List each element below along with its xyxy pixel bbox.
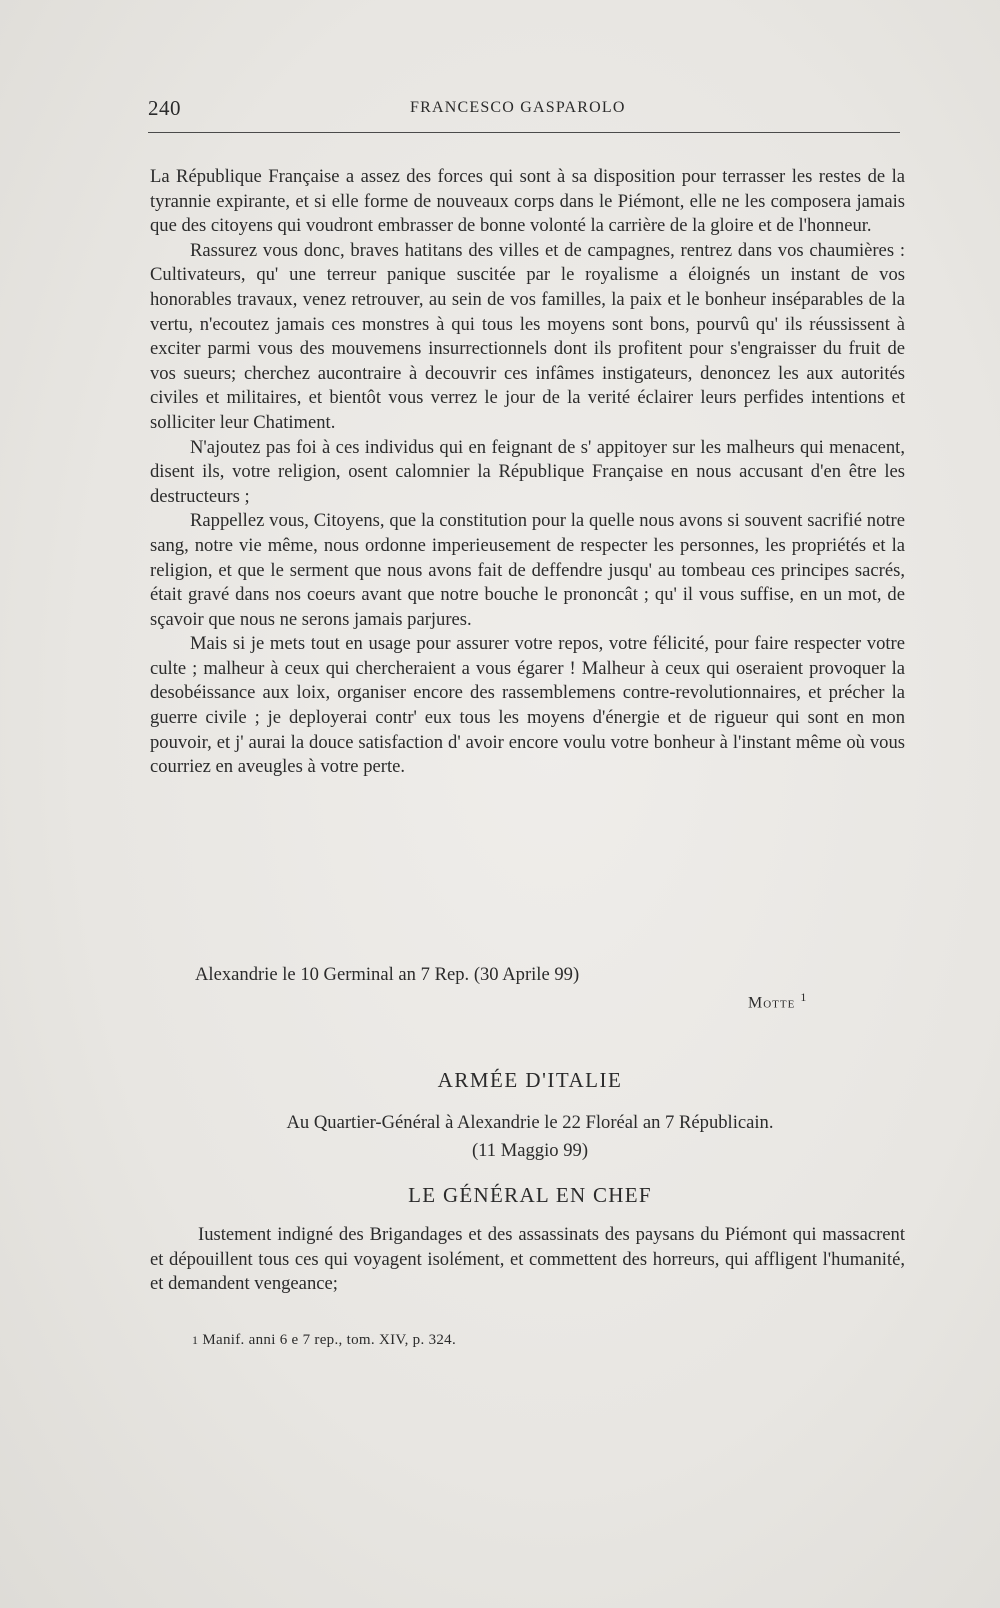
- footnote-mark: 1: [192, 1333, 199, 1347]
- signature: [748, 990, 807, 1012]
- paragraph-3: N'ajoutez pas foi à ces individus qui en feignant de s' appitoyer sur les malheurs qui menacent, disent ils, votre religion, osent calomnier la République Française en nous accusant d'en être les destructeurs ;: [150, 436, 905, 507]
- paragraph-5: Mais si je mets tout en usage pour assurer votre repos, votre félicité, pour faire respecter votre culte ; malheur à ceux qui chercheraient a vous égarer ! Malheur à ceux qui oseraient provoquer la desobéissance aux loix, organiser encore des rassemblemens contre-revolutionnaires, et précher la guerre civile ; je deployerai contr' eux tous les moyens d'énergie et de rigueur qui sont en mon pouvoir, et j' aurai la douce satisfaction d' avoir encore voulu votre bonheur à l'instant même où vous courriez en aveugles à votre perte.: [150, 633, 905, 778]
- section-paragraph: Iustement indigné des Brigandages et des assassinats des paysans du Piémont qui massacrent et dépouillent tous ces qui voyagent isolément, et commettent des horreurs, qui affligent l'humanité, et demandent vengeance;: [150, 1224, 905, 1295]
- page-number: 240: [148, 96, 181, 120]
- proclamation-date-line: Alexandrie le 10 Germinal an 7 Rep. (30 Aprile 99): [195, 964, 580, 985]
- section-date-line: (11 Maggio 99): [471, 1140, 589, 1161]
- footnote: [192, 1332, 456, 1349]
- paragraph-2: Rassurez vous donc, braves hatitans des villes et de campagnes, rentrez dans vos chaumières : Cultivateurs, qu' une terreur panique suscitée par le royalisme a éloignés un instant de vos honorables travaux, venez retrouver, au sein de vos familles, la paix et le bonheur inséparables de la vertu, n'ecoutez jamais ces monstres à qui tous les moyens sont bons, pourvû qu' ils réussissent à exciter parmi vous des mouvemens insurrectionnels dont ils profitent pour s'engraisser du fruit de vos sueurs; cherchez aucontraire à decouvrir ces infâmes instigateurs, denoncez les aux autorités civiles et militaires, et bientôt vous verrez le jour de la verité éclairer leurs perfides intentions et solliciter leur Chatiment.: [150, 239, 905, 433]
- running-head: FRANCESCO GASPAROLO: [410, 99, 626, 116]
- paragraph-4: Rappellez vous, Citoyens, que la constitution pour la quelle nous avons si souvent sacrifié notre sang, notre vie même, nous ordonne imperieusement de respecter les personnes, les propriétés et la religion, et que le serment que nous avons fait de deffendre jusqu' au tombeau ces principes sacrés, était gravé dans nos coeurs avant que notre bouche le prononcât ; qu' il vous suffise, en un mot, de sçavoir que nous ne serons jamais parjures.: [150, 510, 905, 630]
- section-heading: LE GÉNÉRAL EN CHEF: [408, 1183, 652, 1207]
- section-location-line: Au Quartier-Général à Alexandrie le 22 Floréal an 7 Républicain.: [286, 1112, 774, 1133]
- paragraph-1: La République Française a assez des forces qui sont à sa disposition pour terrasser les restes de la tyrannie expirante, et si elle forme de nouveaux corps dans le Piémont, elle ne les composera jamais que des citoyens qui voudront embrasser de bonne volonté la carrière de la gloire et de l'honneur.: [150, 166, 905, 237]
- section-title: ARMÉE D'ITALIE: [437, 1068, 623, 1092]
- footnote-text: Manif. anni 6 e 7 rep., tom. XIV, p. 324.: [202, 1332, 457, 1348]
- body-text: [150, 165, 905, 780]
- section-body: [150, 1223, 905, 1297]
- header-rule: [148, 132, 900, 133]
- signature-footnote-mark: 1: [800, 990, 808, 1004]
- page-header: [148, 96, 900, 126]
- signature-name: Motte: [748, 994, 796, 1012]
